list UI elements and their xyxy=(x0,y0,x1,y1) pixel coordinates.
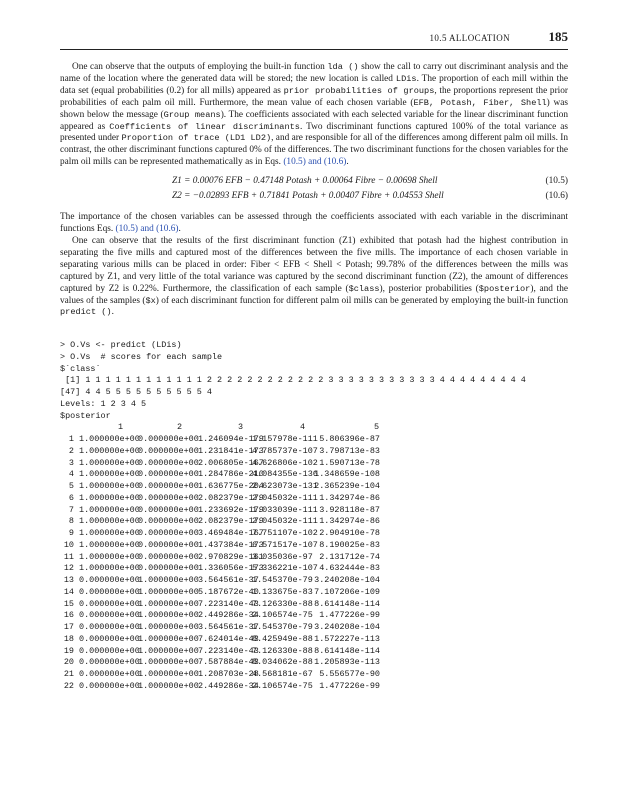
posterior-cell: 3.564561e-37 xyxy=(198,575,259,585)
posterior-cell: 0.000000e+00 xyxy=(138,492,199,503)
posterior-cell: 1.000000e+00 xyxy=(79,563,140,574)
posterior-cell: 1.000000e+00 xyxy=(138,669,199,679)
posterior-cell: 2.449286e-34 xyxy=(198,610,259,621)
page-number: 185 xyxy=(548,29,568,44)
posterior-cell: 1.000000e+00 xyxy=(79,551,140,562)
posterior-row xyxy=(60,563,568,575)
posterior-cell: 1.000000e+00 xyxy=(138,598,199,609)
posterior-cell: 1.000000e+00 xyxy=(79,434,140,444)
row-index: 15 xyxy=(63,598,74,609)
posterior-header-row xyxy=(60,422,568,434)
posterior-row xyxy=(60,434,568,446)
posterior-cell: 0.000000e+00 xyxy=(138,457,199,468)
row-index: 6 xyxy=(68,492,74,503)
row-index: 22 xyxy=(63,680,74,691)
posterior-row xyxy=(60,540,568,552)
posterior-cell: 1.572227e-113 xyxy=(314,633,380,644)
posterior-cell: 7.587884e-43 xyxy=(198,657,259,668)
posterior-cell: 0.000000e+00 xyxy=(138,551,199,562)
posterior-cell: 1.000000e+00 xyxy=(79,445,140,456)
posterior-cell: 5.187672e-40 xyxy=(198,586,259,597)
posterior-cell: 4.568181e-67 xyxy=(252,669,313,679)
code-line: $posterior xyxy=(60,410,111,421)
posterior-cell: 7.107206e-109 xyxy=(314,586,380,597)
posterior-cell: 3.035036e-97 xyxy=(252,551,313,562)
paragraph-1: One can observe that the outputs of employing the built-in function lda () show the call to carry out discriminant analysis and the name of the location where the generated data will be stored; the new location is called LDis. The proportion of each mill within the data set (equal probabilities (0.2) for all mills) appeared as prior probabilities of groups, the proportions represent the prior probabilities of each palm oil mill. Furthermore, the mean value of each chosen variable (EFB, Potash, Fiber, Shell) was shown below the message (Group means). The coefficients associated with each selected variable for the linear discriminant function appeared as Coefficients of linear discriminants. Two discriminant functions captured 100% of the total variance as presented under Proportion of trace (LD1 LD2), and are responsible for all of the differences among different palm oil mills. In contrast, the other discriminant functions captured 0% of the differences. The two discriminant functions for the chosen variables for the palm oil mills can be represented mathematically as in Eqs. (10.5) and (10.6). xyxy=(60,62,569,168)
posterior-row xyxy=(60,528,568,540)
posterior-cell: 3.928118e-87 xyxy=(319,504,380,515)
posterior-cell: 1.133675e-83 xyxy=(252,586,313,597)
row-index: 7 xyxy=(68,504,74,515)
posterior-row xyxy=(60,634,568,646)
posterior-cell: 7.126330e-88 xyxy=(252,645,313,656)
posterior-cell: 7.223140e-43 xyxy=(198,645,259,656)
posterior-cell: 1.205893e-113 xyxy=(314,657,380,668)
posterior-row xyxy=(60,622,568,634)
posterior-cell: 0.000000e+00 xyxy=(79,598,140,609)
posterior-cell: 8.190025e-83 xyxy=(319,539,380,550)
posterior-cell: 2.045032e-111 xyxy=(252,516,318,527)
posterior-cell: 0.000000e+00 xyxy=(138,481,199,491)
posterior-row xyxy=(60,646,568,658)
posterior-row xyxy=(60,657,568,669)
posterior-cell: 0.000000e+00 xyxy=(138,504,199,515)
posterior-row xyxy=(60,610,568,622)
posterior-cell: 5.806396e-87 xyxy=(319,434,380,444)
posterior-cell: 0.000000e+00 xyxy=(79,633,140,644)
posterior-cell: 0.000000e+00 xyxy=(79,586,140,597)
posterior-row xyxy=(60,681,568,693)
posterior-cell: 0.000000e+00 xyxy=(79,680,140,691)
posterior-cell: 1.000000e+00 xyxy=(79,457,140,468)
posterior-cell: 3.240208e-104 xyxy=(314,622,380,632)
posterior-cell: 2.131712e-74 xyxy=(319,551,380,562)
posterior-cell: 2.082379e-179 xyxy=(198,516,264,527)
posterior-cell: 0.000000e+00 xyxy=(138,469,199,480)
posterior-cell: 1.231841e-173 xyxy=(198,445,264,456)
posterior-cell: 0.000000e+00 xyxy=(138,516,199,527)
row-index: 8 xyxy=(68,516,74,527)
posterior-cell: 1.348659e-108 xyxy=(314,469,380,480)
posterior-cell: 4.084355e-136 xyxy=(252,469,318,480)
posterior-cell: 7.223140e-43 xyxy=(198,598,259,609)
row-index: 14 xyxy=(63,586,74,597)
equation-number: (10.6) xyxy=(545,191,568,202)
posterior-cell: 3.564561e-37 xyxy=(198,622,259,632)
posterior-cell: 2.045032e-111 xyxy=(252,492,318,503)
posterior-row xyxy=(60,481,568,493)
posterior-cell: 8.034062e-88 xyxy=(252,657,313,668)
posterior-row xyxy=(60,599,568,611)
row-index: 11 xyxy=(63,551,74,562)
body-text xyxy=(60,62,568,319)
equation-reference-link[interactable]: (10.5) and (10.6) xyxy=(283,157,347,168)
posterior-cell: 6.571517e-107 xyxy=(252,539,318,550)
code-line: Levels: 1 2 3 4 5 xyxy=(60,398,147,409)
posterior-cell: 1.000000e+00 xyxy=(79,469,140,480)
posterior-cell: 1.636775e-204 xyxy=(198,481,264,491)
posterior-row xyxy=(60,458,568,470)
posterior-cell: 7.126330e-88 xyxy=(252,598,313,609)
posterior-cell: 1.000000e+00 xyxy=(138,586,199,597)
row-index: 4 xyxy=(68,469,74,480)
posterior-cell: 0.000000e+00 xyxy=(138,563,199,574)
posterior-cell: 1.477226e-99 xyxy=(319,680,380,691)
row-index: 5 xyxy=(68,481,74,491)
posterior-cell: 0.000000e+00 xyxy=(79,575,140,585)
posterior-cell: 0.000000e+00 xyxy=(138,528,199,538)
equation-10-6: Z2 = −0.02893 EFB + 0.71841 Potash + 0.00407 Fibre + 0.04553 Shell (10.6) xyxy=(172,191,568,202)
posterior-cell: 1.000000e+00 xyxy=(138,610,199,621)
posterior-cell: 2.106574e-75 xyxy=(252,610,313,621)
posterior-cell: 0.000000e+00 xyxy=(138,445,199,456)
equation-number: (10.5) xyxy=(545,176,568,187)
row-index: 1 xyxy=(68,434,74,444)
row-index: 10 xyxy=(63,539,74,550)
code-line: $`class` xyxy=(60,363,101,374)
posterior-cell: 1.000000e+00 xyxy=(138,622,199,632)
posterior-cell: 1.157978e-111 xyxy=(252,434,318,444)
row-index: 9 xyxy=(68,528,74,538)
section-title: 10.5 ALLOCATION xyxy=(429,33,510,43)
posterior-cell: 0.000000e+00 xyxy=(79,622,140,632)
posterior-row xyxy=(60,493,568,505)
posterior-cell: 2.970829e-161 xyxy=(198,551,264,562)
posterior-row xyxy=(60,575,568,587)
posterior-cell: 7.624014e-43 xyxy=(198,633,259,644)
r-code-output xyxy=(60,340,568,693)
posterior-cell: 1.477226e-99 xyxy=(319,610,380,621)
posterior-col-header: 1 xyxy=(118,422,124,433)
posterior-cell: 2.623073e-131 xyxy=(252,481,318,491)
posterior-table xyxy=(60,434,568,693)
posterior-cell: 2.006805e-167 xyxy=(198,457,264,468)
row-index: 21 xyxy=(63,669,74,679)
posterior-cell: 4.785737e-107 xyxy=(252,445,318,456)
posterior-cell: 1.000000e+00 xyxy=(79,504,140,515)
posterior-cell: 8.614148e-114 xyxy=(314,598,380,609)
posterior-cell: 2.449286e-34 xyxy=(198,680,259,691)
posterior-cell: 1.284786e-210 xyxy=(198,469,264,480)
posterior-cell: 5.556577e-90 xyxy=(319,669,380,679)
posterior-cell: 7.751107e-102 xyxy=(252,528,318,538)
posterior-col-header: 3 xyxy=(238,422,244,433)
posterior-col-header: 5 xyxy=(374,422,380,433)
posterior-row xyxy=(60,552,568,564)
posterior-cell: 1.233692e-179 xyxy=(198,504,264,515)
posterior-cell: 1.000000e+00 xyxy=(138,657,199,668)
posterior-cell: 0.000000e+00 xyxy=(138,539,199,550)
posterior-cell: 1.000000e+00 xyxy=(138,645,199,656)
row-index: 3 xyxy=(68,457,74,468)
posterior-cell: 1.590713e-78 xyxy=(319,457,380,468)
equations xyxy=(60,176,568,204)
equation-10-5: Z1 = 0.00076 EFB − 0.47148 Potash + 0.00064 Fibre − 0.00698 Shell (10.5) xyxy=(172,176,568,187)
posterior-cell: 1.000000e+00 xyxy=(138,680,199,691)
posterior-cell: 1.342974e-86 xyxy=(319,492,380,503)
posterior-cell: 1.208703e-28 xyxy=(198,669,259,679)
posterior-cell: 8.425949e-88 xyxy=(252,633,313,644)
posterior-cell: 2.365239e-104 xyxy=(314,481,380,491)
posterior-cell: 0.000000e+00 xyxy=(79,645,140,656)
posterior-row xyxy=(60,469,568,481)
equation-reference-link[interactable]: (10.5) and (10.6) xyxy=(115,224,179,235)
posterior-row xyxy=(60,446,568,458)
code-line: [1] 1 1 1 1 1 1 1 1 1 1 1 1 2 2 2 2 2 2 2 2 2 2 2 2 3 3 3 3 3 3 3 3 3 3 3 4 4 4 4 4 4 4 4 4 xyxy=(60,375,526,386)
posterior-cell: 1.000000e+00 xyxy=(79,492,140,503)
row-index: 18 xyxy=(63,633,74,644)
posterior-cell: 0.000000e+00 xyxy=(79,610,140,621)
row-index: 2 xyxy=(68,445,74,456)
posterior-cell: 5.336221e-107 xyxy=(252,563,318,574)
row-index: 17 xyxy=(63,622,74,632)
code-line: [47] 4 4 5 5 5 5 5 5 5 5 5 5 4 xyxy=(60,387,212,397)
posterior-cell: 8.614148e-114 xyxy=(314,645,380,656)
code-line: > O.Vs <- predict (LDis) xyxy=(60,340,182,350)
posterior-cell: 1.000000e+00 xyxy=(79,516,140,527)
running-header xyxy=(60,31,568,50)
posterior-cell: 1.000000e+00 xyxy=(79,528,140,538)
paragraph-2: The importance of the chosen variables can be assessed through the coefficients associated with each variable in the discriminant functions Eqs. (10.5) and (10.6). xyxy=(60,212,568,235)
posterior-cell: 1.000000e+00 xyxy=(79,539,140,550)
row-index: 19 xyxy=(63,645,74,656)
posterior-cell: 4.632444e-83 xyxy=(319,563,380,574)
posterior-row xyxy=(60,587,568,599)
posterior-cell: 1.033039e-111 xyxy=(252,504,318,515)
row-index: 16 xyxy=(63,610,74,621)
row-index: 13 xyxy=(63,575,74,585)
posterior-row xyxy=(60,516,568,528)
posterior-cell: 1.342974e-86 xyxy=(319,516,380,527)
posterior-cell: 2.904910e-78 xyxy=(319,528,380,538)
posterior-row xyxy=(60,669,568,681)
posterior-cell: 3.798713e-83 xyxy=(319,445,380,456)
posterior-cell: 1.000000e+00 xyxy=(79,481,140,491)
posterior-cell: 3.240208e-104 xyxy=(314,575,380,585)
code-line: > O.Vs # scores for each sample xyxy=(60,351,223,362)
posterior-cell: 1.545370e-79 xyxy=(252,622,313,632)
posterior-cell: 0.000000e+00 xyxy=(79,669,140,679)
posterior-cell: 4.626806e-102 xyxy=(252,457,318,468)
posterior-cell: 1.336056e-173 xyxy=(198,563,264,574)
posterior-cell: 1.437384e-173 xyxy=(198,539,264,550)
posterior-cell: 1.545370e-79 xyxy=(252,575,313,585)
posterior-cell: 0.000000e+00 xyxy=(79,657,140,668)
row-index: 20 xyxy=(63,657,74,668)
posterior-cell: 1.000000e+00 xyxy=(138,633,199,644)
posterior-cell: 0.000000e+00 xyxy=(138,434,199,444)
posterior-cell: 1.000000e+00 xyxy=(138,575,199,585)
posterior-cell: 2.082379e-179 xyxy=(198,492,264,503)
posterior-cell: 2.106574e-75 xyxy=(252,680,313,691)
posterior-row xyxy=(60,505,568,517)
posterior-cell: 1.246094e-179 xyxy=(198,434,264,444)
posterior-col-header: 2 xyxy=(177,422,183,433)
posterior-cell: 3.469484e-167 xyxy=(198,528,264,538)
paragraph-3: One can observe that the results of the first discriminant function (Z1) exhibited that potash had the highest contribution in separating the five mills and captured most of the differences between the five mills. The importance of each chosen variable in separating various mills can be placed in order: Fiber < EFB < Shell < Potash; 99.78% of the differences between the mills was captured by Z1, and very little of the total variance was captured by the second discriminant function (Z2), the amount of differences captured by Z2 is 0.22%. Furthermore, the classification of each sample ($class), posterior probabilities ($posterior), and the values of the samples ($x) of each discriminant function for different palm oil mills can be generated by employing the built-in function predict (). xyxy=(60,235,569,318)
posterior-col-header: 4 xyxy=(300,422,306,433)
row-index: 12 xyxy=(63,563,74,574)
